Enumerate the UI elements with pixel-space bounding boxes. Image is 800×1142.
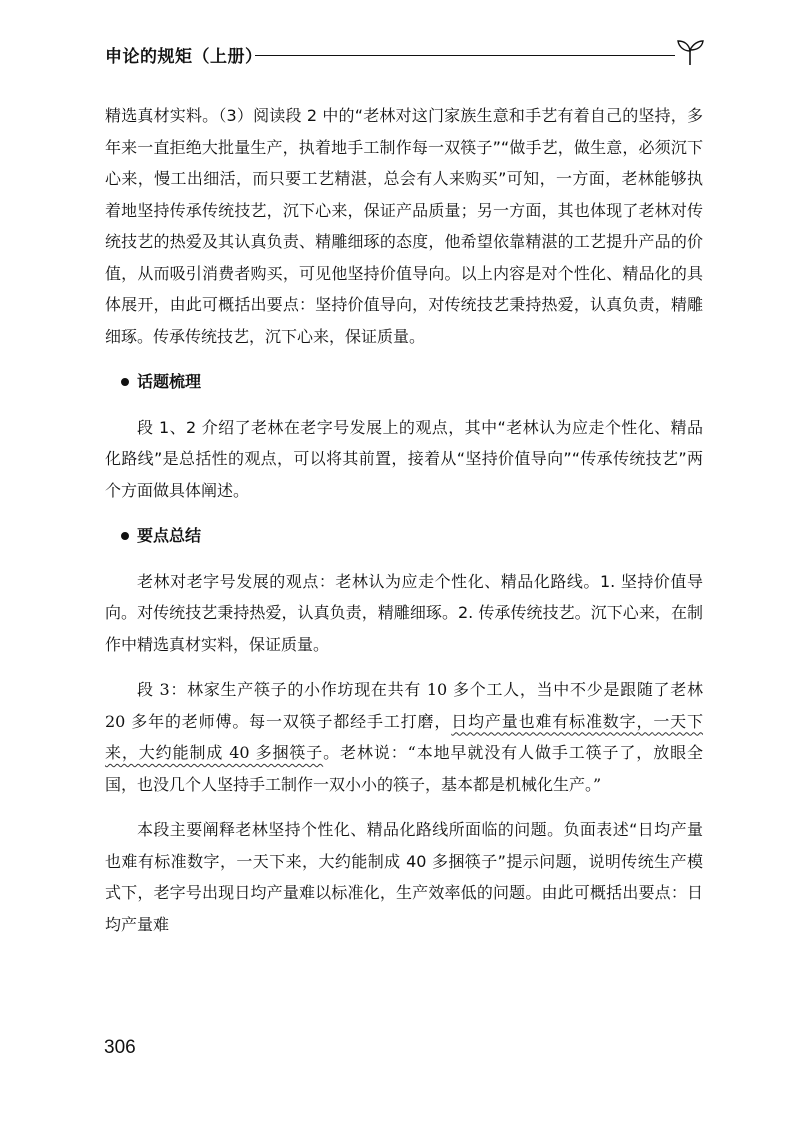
paragraph-points-summary: 老林对老字号发展的观点：老林认为应走个性化、精品化路线。1. 坚持价值导向。对传统技艺秉持热爱，认真负责，精雕细琢。2. 传承传统技艺。沉下心来，在制作中精选真材实料，保证质量。 xyxy=(105,571,703,654)
paragraph-source-excerpt xyxy=(105,674,709,800)
paragraph-topic-summary: 段 1、2 介绍了老林在老字号发展上的观点，其中“老林认为应走个性化、精品化路线”是总括性的观点，可以将其前置，接着从“坚持价值导向”“传承传统技艺”两个方面做具体阐述。 xyxy=(105,417,703,500)
heading-text: 要点总结 xyxy=(137,526,202,545)
bullet-icon xyxy=(121,532,129,540)
bullet-icon xyxy=(121,378,129,386)
excerpt-text: 段 3：林家生产筷子的小作坊现在共有 10 多个工人，当中不少是跟随了老林 20 多年的老师傅。每一双筷子都经手工打磨， xyxy=(105,680,709,731)
page-body xyxy=(105,100,709,940)
excerpt-underlined: 日均产量也难有标准数字， xyxy=(451,711,654,731)
paragraph-analysis-continued: 精选真材实料。（3）阅读段 2 中的“老林对这门家族生意和手艺有着自己的坚持，多年来一直拒绝大批量生产，执着地手工制作每一双筷子”“做手艺，做生意，必须沉下心来，慢工出细活，而只要工艺精湛，总会有人来购买”可知，一方面，老林能够执着地坚持传承传统技艺，沉下心来，保证产品质量；另一方面，其也体现了老林对传统技艺的热爱及其认真负责、精雕细琢的态度，他希望依靠精湛的工艺提升产品的价值，从而吸引消费者购买，可见他坚持价值导向。以上内容是对个性化、精品化的具体展开，由此可概括出要点：坚持价值导向，对传统技艺秉持热爱，认真负责，精雕细琢。传承传统技艺，沉下心来，保证质量。 xyxy=(105,106,703,346)
page-number: 306 xyxy=(104,1037,136,1058)
section-heading-topic xyxy=(105,366,703,398)
section-heading-points xyxy=(105,520,703,552)
sprout-icon xyxy=(675,38,705,66)
paragraph-problem-analysis: 本段主要阐释老林坚持个性化、精品化路线所面临的问题。负面表述“日均产量也难有标准数字，一天下来，大约能制成 40 多捆筷子”提示问题，说明传统生产模式下，老字号出现日均产量难以标准化，生产效率低的问题。由此可概括出要点：日均产量难 xyxy=(105,820,703,934)
heading-text: 话题梳理 xyxy=(137,372,202,391)
running-header xyxy=(105,38,705,68)
header-rule xyxy=(255,55,675,56)
header-title: 申论的规矩（上册） xyxy=(105,47,263,67)
excerpt-underlined: 一天下来，大约能制成 40 多捆筷子 xyxy=(105,711,703,762)
excerpt-text: 。老林说：“本地早就没有人做手工筷子了，放眼全国，也没几个人坚持手工制作一双小小的筷子，基本都是机械化生产。” xyxy=(105,743,703,794)
